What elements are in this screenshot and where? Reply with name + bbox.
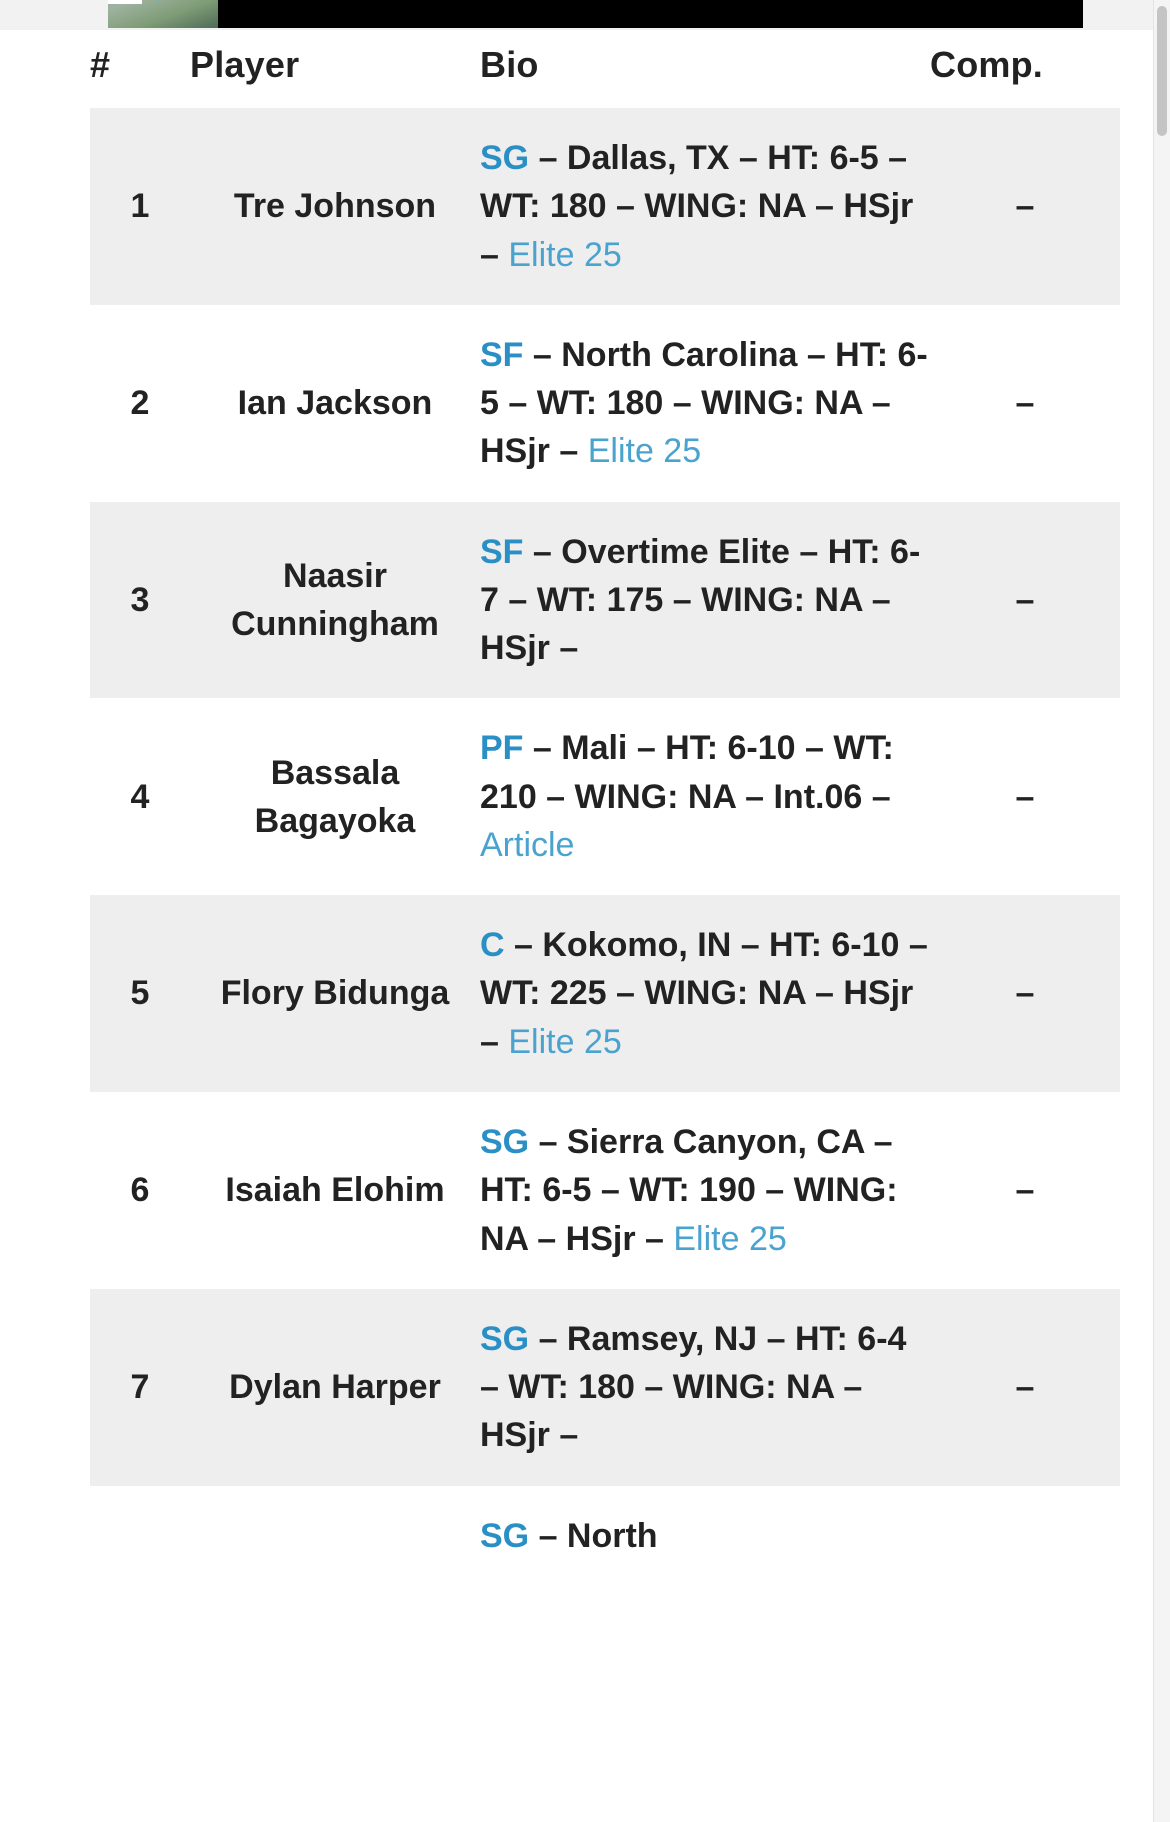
row-rank: 7 bbox=[130, 1368, 150, 1407]
row-comp: – bbox=[1015, 1171, 1035, 1210]
player-details: – North Carolina – HT: 6-5 – WT: 180 – WING: NA – HSjr – bbox=[480, 335, 928, 471]
player-position: PF bbox=[480, 729, 524, 768]
row-bio bbox=[480, 1486, 930, 1586]
table-header bbox=[90, 30, 1120, 108]
player-link[interactable]: Ian Jackson bbox=[237, 384, 433, 423]
bio-link[interactable]: Elite 25 bbox=[587, 432, 702, 471]
row-comp bbox=[930, 1486, 1120, 1586]
table-row bbox=[90, 502, 1120, 699]
player-link[interactable]: Flory Bidunga bbox=[220, 974, 450, 1013]
player-link[interactable]: Dylan Harper bbox=[229, 1368, 441, 1407]
table-row bbox=[90, 305, 1120, 502]
player-position: SF bbox=[480, 335, 524, 374]
row-comp: – bbox=[1015, 1368, 1035, 1407]
row-rank: 5 bbox=[130, 974, 150, 1013]
row-bio bbox=[480, 305, 930, 502]
column-header-number: # bbox=[90, 44, 111, 85]
bio-link[interactable]: Elite 25 bbox=[508, 1022, 622, 1061]
close-icon[interactable] bbox=[108, 0, 142, 4]
player-link[interactable]: Isaiah Elohim bbox=[225, 1171, 445, 1210]
column-header-comp: Comp. bbox=[930, 44, 1043, 85]
ranking-table bbox=[90, 30, 1120, 1586]
row-comp: – bbox=[1015, 384, 1035, 423]
table-header-row bbox=[90, 30, 1120, 108]
row-bio bbox=[480, 1092, 930, 1289]
row-comp: – bbox=[1015, 974, 1035, 1013]
row-bio bbox=[480, 1289, 930, 1486]
scrollbar-thumb[interactable] bbox=[1157, 6, 1167, 136]
row-rank: 6 bbox=[130, 1171, 150, 1210]
table-row bbox=[90, 698, 1120, 895]
row-rank bbox=[90, 1486, 190, 1586]
table-row bbox=[90, 1092, 1120, 1289]
table-row bbox=[90, 108, 1120, 305]
ad-banner[interactable] bbox=[108, 0, 1083, 28]
bio-link[interactable]: Article bbox=[480, 825, 575, 864]
row-bio bbox=[480, 108, 930, 305]
player-position: SG bbox=[480, 1516, 530, 1555]
player-position: SG bbox=[480, 1122, 530, 1161]
table-body bbox=[90, 108, 1120, 1586]
player-position: C bbox=[480, 926, 505, 965]
player-position: SF bbox=[480, 532, 524, 571]
row-bio bbox=[480, 698, 930, 895]
player-details: – Overtime Elite – HT: 6-7 – WT: 175 – WING: NA – HSjr – bbox=[480, 532, 921, 668]
player-position: SG bbox=[480, 1319, 530, 1358]
page-scrollbar[interactable] bbox=[1153, 0, 1170, 1822]
ad-strip bbox=[0, 0, 1170, 30]
table-row bbox=[90, 1289, 1120, 1486]
player-details: – Kokomo, IN – HT: 6-10 – WT: 225 – WING: NA – HSjr – bbox=[480, 926, 928, 1061]
row-comp: – bbox=[1015, 187, 1035, 226]
player-link[interactable] bbox=[190, 1486, 480, 1586]
column-header-bio: Bio bbox=[480, 44, 539, 85]
player-details: – Ramsey, NJ – HT: 6-4 – WT: 180 – WING: NA – HSjr – bbox=[480, 1319, 907, 1455]
player-link[interactable]: Bassala Bagayoka bbox=[254, 753, 416, 840]
row-rank: 2 bbox=[130, 384, 150, 423]
player-link[interactable]: Tre Johnson bbox=[233, 187, 437, 226]
table-row bbox=[90, 895, 1120, 1092]
bio-link[interactable]: Elite 25 bbox=[673, 1219, 787, 1258]
row-bio bbox=[480, 895, 930, 1092]
bio-link[interactable]: Elite 25 bbox=[508, 235, 622, 274]
row-bio bbox=[480, 502, 930, 699]
play-icon[interactable] bbox=[152, 0, 186, 4]
player-details: – Sierra Canyon, CA – HT: 6-5 – WT: 190 – WING: NA – HSjr – bbox=[480, 1122, 898, 1258]
ranking-table-wrapper bbox=[0, 30, 1110, 1586]
player-details: – North bbox=[529, 1516, 658, 1555]
player-details: – Mali – HT: 6-10 – WT: 210 – WING: NA – Int.06 – bbox=[480, 729, 894, 816]
row-rank: 3 bbox=[130, 580, 150, 619]
table-row bbox=[90, 1486, 1120, 1586]
player-link[interactable]: Naasir Cunningham bbox=[231, 556, 439, 643]
row-rank: 1 bbox=[130, 187, 150, 226]
ad-thumbnail[interactable] bbox=[108, 0, 218, 28]
row-comp: – bbox=[1015, 580, 1035, 619]
row-comp: – bbox=[1015, 777, 1035, 816]
row-rank: 4 bbox=[130, 777, 150, 816]
player-details: – Dallas, TX – HT: 6-5 – WT: 180 – WING: NA – HSjr – bbox=[480, 139, 914, 274]
column-header-player: Player bbox=[190, 44, 300, 85]
player-position: SG bbox=[480, 139, 530, 177]
